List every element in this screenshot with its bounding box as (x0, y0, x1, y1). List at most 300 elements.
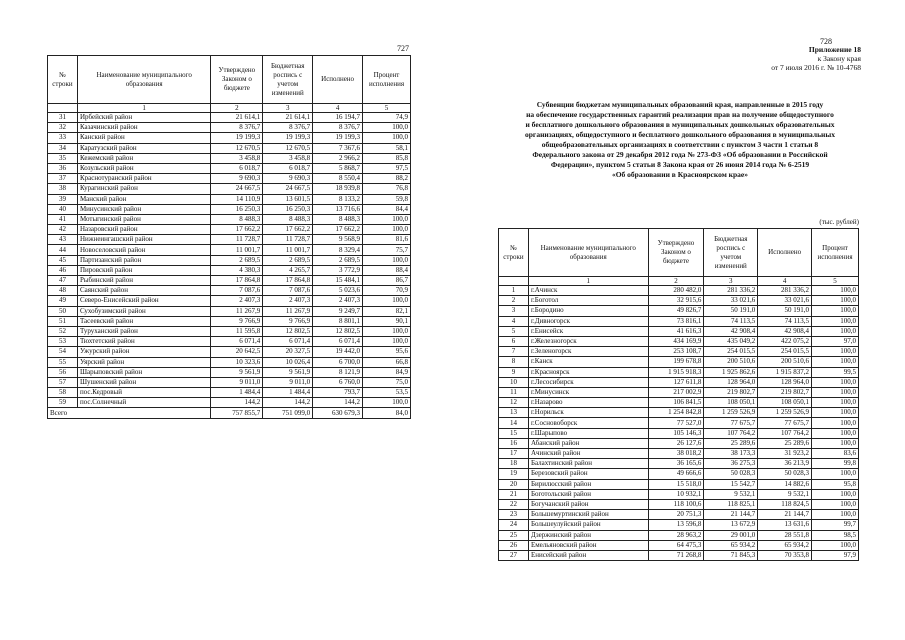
table-row (499, 296, 859, 306)
budget-value: 11 728,7 (263, 235, 313, 245)
municipality-name: г.Железногорск (528, 336, 648, 346)
percent-value: 90,1 (363, 316, 411, 326)
executed-value: 8 121,9 (313, 367, 363, 377)
percent-value: 100,0 (812, 316, 859, 326)
percent-value: 100,0 (812, 326, 859, 336)
approved-value: 253 108,7 (648, 347, 704, 357)
budget-value: 8 488,3 (263, 214, 313, 224)
budget-value: 21 144,7 (704, 510, 758, 520)
budget-value: 65 934,2 (704, 540, 758, 550)
header-approved: Утверждено Законом о бюджете (211, 56, 263, 104)
budget-value: 12 670,5 (263, 143, 313, 153)
row-number: 48 (48, 286, 78, 296)
percent-value: 59,8 (363, 194, 411, 204)
budget-value: 7 087,6 (263, 286, 313, 296)
percent-value: 98,5 (812, 530, 859, 540)
percent-value: 100,0 (363, 225, 411, 235)
municipality-name: Рыбинский район (77, 276, 210, 286)
row-number: 40 (48, 204, 78, 214)
approved-value: 118 100,6 (648, 499, 704, 509)
table-row (48, 296, 411, 306)
executed-value: 6 071,4 (313, 337, 363, 347)
municipality-name: Назаровский район (77, 225, 210, 235)
municipality-name: Богучанский район (528, 499, 648, 509)
municipality-name: Шушенский район (77, 377, 210, 387)
appendix-line: Приложение 18 (808, 45, 861, 54)
executed-value: 9 249,7 (313, 306, 363, 316)
left-page-number: 727 (397, 44, 409, 53)
percent-value: 100,0 (812, 387, 859, 397)
percent-value: 100,0 (812, 540, 859, 550)
approved-value: 32 915,6 (648, 296, 704, 306)
row-number: 16 (499, 438, 529, 448)
executed-value: 2 407,3 (313, 296, 363, 306)
executed-value: 65 934,2 (758, 540, 812, 550)
percent-value: 82,1 (363, 306, 411, 316)
header-municipality: Наименование муниципального образования (77, 56, 210, 104)
percent-value: 88,2 (363, 174, 411, 184)
row-number: 39 (48, 194, 78, 204)
approved-value: 11 595,8 (211, 326, 263, 336)
column-numbers-row (48, 104, 411, 113)
municipality-name: пос.Кедровый (77, 388, 210, 398)
municipality-name: Северо-Енисейский район (77, 296, 210, 306)
budget-value: 20 327,5 (263, 347, 313, 357)
approved-value: 41 616,3 (648, 326, 704, 336)
budget-value: 21 614,1 (263, 113, 313, 123)
column-number: 2 (648, 277, 704, 286)
approved-value: 7 087,6 (211, 286, 263, 296)
municipality-name: г.Шарыпово (528, 428, 648, 438)
municipality-name: Пировский район (77, 265, 210, 275)
column-number: 3 (263, 104, 313, 113)
municipality-name: Саянский район (77, 286, 210, 296)
executed-value: 8 133,2 (313, 194, 363, 204)
budget-value: 38 173,3 (704, 449, 758, 459)
row-number: 2 (499, 296, 529, 306)
budget-value: 12 802,5 (263, 326, 313, 336)
row-number: 37 (48, 174, 78, 184)
executed-value: 8 488,3 (313, 214, 363, 224)
approved-value: 2 407,3 (211, 296, 263, 306)
executed-value: 8 801,1 (313, 316, 363, 326)
row-number: 54 (48, 347, 78, 357)
column-number: 1 (528, 277, 648, 286)
percent-value: 74,9 (363, 113, 411, 123)
percent-value: 100,0 (812, 357, 859, 367)
header-row-number: № строки (499, 229, 529, 277)
table-row (499, 499, 859, 509)
budget-value: 17 864,8 (263, 276, 313, 286)
table-row (48, 143, 411, 153)
title-line: организациях, общедоступного и бесплатного дошкольного образования в муниципальных (525, 130, 835, 139)
percent-value: 97,9 (812, 550, 859, 560)
executed-value: 281 336,2 (758, 286, 812, 296)
approved-value: 15 518,0 (648, 479, 704, 489)
table-row (48, 306, 411, 316)
left-subsidy-table (47, 55, 411, 419)
approved-value: 280 482,0 (648, 286, 704, 296)
total-label: Всего (48, 408, 211, 418)
percent-value: 84,9 (363, 367, 411, 377)
municipality-name: Большеулуйский район (528, 520, 648, 530)
row-number: 12 (499, 398, 529, 408)
percent-value: 85,8 (363, 153, 411, 163)
title-line: Федерации», пунктом 5 статьи 8 Закона края от 26 июня 2014 года № 6-2519 (550, 160, 810, 169)
municipality-name: Ирбейский район (77, 113, 210, 123)
approved-value: 71 268,8 (648, 550, 704, 560)
row-number: 22 (499, 499, 529, 509)
executed-value: 25 289,6 (758, 438, 812, 448)
budget-value: 11 267,9 (263, 306, 313, 316)
budget-value: 219 802,7 (704, 387, 758, 397)
municipality-name: Абанский район (528, 438, 648, 448)
row-number: 33 (48, 133, 78, 143)
row-number: 34 (48, 143, 78, 153)
table-row (499, 357, 859, 367)
approved-value: 16 250,3 (211, 204, 263, 214)
title-line: Федерального закона от 29 декабря 2012 года № 273-ФЗ «Об образовании в Российской (532, 150, 828, 159)
approved-value: 105 146,3 (648, 428, 704, 438)
table-row (48, 225, 411, 235)
approved-value: 12 670,5 (211, 143, 263, 153)
executed-value: 19 442,0 (313, 347, 363, 357)
table-row (48, 123, 411, 133)
budget-value: 3 458,8 (263, 153, 313, 163)
municipality-name: Шарыповский район (77, 367, 210, 377)
municipality-name: пос.Солнечный (77, 398, 210, 408)
table-row (48, 163, 411, 173)
percent-value: 100,0 (812, 469, 859, 479)
budget-value: 29 001,0 (704, 530, 758, 540)
title-line: Субвенции бюджетам муниципальных образований края, направленные в 2015 году (536, 100, 824, 109)
total-row (48, 408, 411, 418)
header-executed: Исполнено (313, 56, 363, 104)
approved-value: 19 199,3 (211, 133, 263, 143)
approved-value: 1 254 842,8 (648, 408, 704, 418)
budget-value: 9 011,0 (263, 377, 313, 387)
approved-value: 21 614,1 (211, 113, 263, 123)
budget-value: 11 001,7 (263, 245, 313, 255)
approved-value: 77 527,0 (648, 418, 704, 428)
approved-value: 49 666,6 (648, 469, 704, 479)
row-number: 42 (48, 225, 78, 235)
municipality-name: Манский район (77, 194, 210, 204)
header-percent: Процент исполнения (363, 56, 411, 104)
percent-value: 97,0 (812, 336, 859, 346)
title-line: общеобразовательных организациях в соответствии с пунктом 3 части 1 статьи 8 (541, 140, 819, 149)
executed-value: 77 675,7 (758, 418, 812, 428)
table-row (499, 286, 859, 296)
municipality-name: Емельяновский район (528, 540, 648, 550)
row-number: 58 (48, 388, 78, 398)
row-number: 27 (499, 550, 529, 560)
table-row (48, 113, 411, 123)
executed-value: 15 484,1 (313, 276, 363, 286)
executed-value: 9 532,1 (758, 489, 812, 499)
percent-value: 100,0 (812, 306, 859, 316)
municipality-name: Уярский район (77, 357, 210, 367)
municipality-name: Мотыгинский район (77, 214, 210, 224)
approved-value: 4 380,3 (211, 265, 263, 275)
percent-value: 53,5 (363, 388, 411, 398)
approved-value: 1 915 918,3 (648, 367, 704, 377)
percent-value: 100,0 (363, 337, 411, 347)
budget-value: 74 113,5 (704, 316, 758, 326)
budget-value: 19 199,3 (263, 133, 313, 143)
approved-value: 64 475,3 (648, 540, 704, 550)
executed-value: 13 631,6 (758, 520, 812, 530)
percent-value: 100,0 (363, 296, 411, 306)
executed-value: 793,7 (313, 388, 363, 398)
percent-value: 100,0 (812, 398, 859, 408)
row-number: 18 (499, 459, 529, 469)
row-number: 17 (499, 449, 529, 459)
budget-value: 107 764,2 (704, 428, 758, 438)
budget-value: 50 028,3 (704, 469, 758, 479)
column-number: 4 (313, 104, 363, 113)
approved-value: 36 165,6 (648, 459, 704, 469)
table-row (499, 316, 859, 326)
table-row (48, 174, 411, 184)
percent-value: 100,0 (363, 398, 411, 408)
approved-value: 49 826,7 (648, 306, 704, 316)
budget-value: 4 265,7 (263, 265, 313, 275)
budget-value: 1 925 862,6 (704, 367, 758, 377)
appendix-note (771, 45, 861, 72)
approved-value: 11 267,9 (211, 306, 263, 316)
right-subsidy-table (498, 228, 859, 561)
row-number: 31 (48, 113, 78, 123)
table-row (48, 276, 411, 286)
executed-value: 108 050,1 (758, 398, 812, 408)
approved-value: 9 561,9 (211, 367, 263, 377)
table-row (499, 489, 859, 499)
municipality-name: Козульский район (77, 163, 210, 173)
executed-value: 2 966,2 (313, 153, 363, 163)
budget-value: 9 561,9 (263, 367, 313, 377)
budget-value: 6 071,4 (263, 337, 313, 347)
table-row (499, 367, 859, 377)
table-row (499, 540, 859, 550)
percent-value: 81,6 (363, 235, 411, 245)
municipality-name: Партизанский район (77, 255, 210, 265)
table-row (48, 286, 411, 296)
row-number: 14 (499, 418, 529, 428)
municipality-name: г.Канск (528, 357, 648, 367)
row-number: 6 (499, 336, 529, 346)
table-row (499, 377, 859, 387)
budget-value: 2 407,3 (263, 296, 313, 306)
municipality-name: г.Боготол (528, 296, 648, 306)
table-row (499, 510, 859, 520)
budget-value: 33 021,6 (704, 296, 758, 306)
municipality-name: Бирилюсский район (528, 479, 648, 489)
table-row (48, 388, 411, 398)
budget-value: 254 015,5 (704, 347, 758, 357)
approved-value: 127 611,8 (648, 377, 704, 387)
executed-value: 9 568,9 (313, 235, 363, 245)
column-number (499, 277, 529, 286)
total-budget: 751 099,0 (263, 408, 313, 418)
percent-value: 100,0 (812, 347, 859, 357)
row-number: 21 (499, 489, 529, 499)
municipality-name: Туруханский район (77, 326, 210, 336)
approved-value: 106 841,5 (648, 398, 704, 408)
table-row (499, 408, 859, 418)
executed-value: 3 772,9 (313, 265, 363, 275)
municipality-name: г.Лесосибирск (528, 377, 648, 387)
row-number: 59 (48, 398, 78, 408)
approved-value: 434 169,9 (648, 336, 704, 346)
approved-value: 11 728,7 (211, 235, 263, 245)
row-number: 24 (499, 520, 529, 530)
approved-value: 8 376,7 (211, 123, 263, 133)
municipality-name: г.Норильск (528, 408, 648, 418)
approved-value: 199 678,8 (648, 357, 704, 367)
column-number: 3 (704, 277, 758, 286)
row-number: 56 (48, 367, 78, 377)
header-budget: Бюджетная роспись с учетом изменений (704, 229, 758, 277)
percent-value: 100,0 (812, 408, 859, 418)
row-number: 57 (48, 377, 78, 387)
municipality-name: Березовский район (528, 469, 648, 479)
row-number: 25 (499, 530, 529, 540)
approved-value: 1 484,4 (211, 388, 263, 398)
budget-value: 200 510,6 (704, 357, 758, 367)
approved-value: 20 751,3 (648, 510, 704, 520)
executed-value: 219 802,7 (758, 387, 812, 397)
percent-value: 100,0 (812, 377, 859, 387)
percent-value: 95,6 (363, 347, 411, 357)
table-row (499, 469, 859, 479)
executed-value: 128 964,0 (758, 377, 812, 387)
percent-value: 70,9 (363, 286, 411, 296)
table-row (48, 184, 411, 194)
percent-value: 99,8 (812, 459, 859, 469)
table-row (48, 326, 411, 336)
executed-value: 42 908,4 (758, 326, 812, 336)
column-number: 2 (211, 104, 263, 113)
budget-value: 17 662,2 (263, 225, 313, 235)
table-row (48, 204, 411, 214)
row-number: 20 (499, 479, 529, 489)
percent-value: 58,1 (363, 143, 411, 153)
approved-value: 10 323,6 (211, 357, 263, 367)
row-number: 32 (48, 123, 78, 133)
approved-value: 9 766,9 (211, 316, 263, 326)
column-number: 1 (77, 104, 210, 113)
row-number: 55 (48, 357, 78, 367)
executed-value: 8 376,7 (313, 123, 363, 133)
budget-value: 25 289,6 (704, 438, 758, 448)
table-row (499, 306, 859, 316)
percent-value: 66,8 (363, 357, 411, 367)
municipality-name: г.Дивногорск (528, 316, 648, 326)
approved-value: 14 110,9 (211, 194, 263, 204)
column-numbers-row (499, 277, 859, 286)
budget-value: 71 845,3 (704, 550, 758, 560)
executed-value: 74 113,5 (758, 316, 812, 326)
table-row (499, 520, 859, 530)
percent-value: 100,0 (812, 510, 859, 520)
table-row (499, 418, 859, 428)
table-row (48, 367, 411, 377)
row-number: 47 (48, 276, 78, 286)
appendix-line: к Закону края (817, 54, 861, 63)
header-budget: Бюджетная роспись с учетом изменений (263, 56, 313, 104)
executed-value: 6 700,0 (313, 357, 363, 367)
appendix-line: от 7 июля 2016 г. № 10-4768 (771, 63, 861, 72)
table-row (48, 337, 411, 347)
table-row (499, 449, 859, 459)
executed-value: 31 923,2 (758, 449, 812, 459)
header-approved: Утверждено Законом о бюджете (648, 229, 704, 277)
budget-value: 1 484,4 (263, 388, 313, 398)
budget-value: 50 191,0 (704, 306, 758, 316)
document-title (490, 100, 870, 180)
budget-value: 9 532,1 (704, 489, 758, 499)
executed-value: 13 716,6 (313, 204, 363, 214)
percent-value: 100,0 (363, 214, 411, 224)
row-number: 43 (48, 235, 78, 245)
percent-value: 100,0 (812, 418, 859, 428)
executed-value: 254 015,5 (758, 347, 812, 357)
percent-value: 100,0 (812, 499, 859, 509)
row-number: 35 (48, 153, 78, 163)
approved-value: 17 864,8 (211, 276, 263, 286)
row-number: 15 (499, 428, 529, 438)
executed-value: 422 075,2 (758, 336, 812, 346)
table-row (48, 357, 411, 367)
header-percent: Процент исполнения (812, 229, 859, 277)
municipality-name: Новоселовский район (77, 245, 210, 255)
table-row (499, 326, 859, 336)
percent-value: 100,0 (812, 428, 859, 438)
executed-value: 17 662,2 (313, 225, 363, 235)
row-number: 3 (499, 306, 529, 316)
row-number: 50 (48, 306, 78, 316)
total-approved: 757 855,7 (211, 408, 263, 418)
percent-value: 76,8 (363, 184, 411, 194)
header-municipality: Наименование муниципального образования (528, 229, 648, 277)
executed-value: 7 367,6 (313, 143, 363, 153)
table-row (48, 347, 411, 357)
row-number: 23 (499, 510, 529, 520)
percent-value: 100,0 (812, 296, 859, 306)
row-number: 5 (499, 326, 529, 336)
municipality-name: г.Назарово (528, 398, 648, 408)
approved-value: 28 963,2 (648, 530, 704, 540)
title-line: «Об образовании в Красноярском крае» (611, 170, 749, 179)
executed-value: 36 213,9 (758, 459, 812, 469)
table-row (499, 387, 859, 397)
row-number: 52 (48, 326, 78, 336)
budget-value: 13 601,5 (263, 194, 313, 204)
municipality-name: Краснотуранский район (77, 174, 210, 184)
municipality-name: Курагинский район (77, 184, 210, 194)
approved-value: 38 018,2 (648, 449, 704, 459)
budget-value: 281 336,2 (704, 286, 758, 296)
executed-value: 21 144,7 (758, 510, 812, 520)
title-line: и бесплатного дошкольного образования в муниципальных дошкольных образовательных (525, 120, 835, 129)
percent-value: 100,0 (812, 489, 859, 499)
right-page-number: 728 (820, 37, 832, 46)
budget-value: 435 049,2 (704, 336, 758, 346)
municipality-name: Енисейский район (528, 550, 648, 560)
table-row (48, 255, 411, 265)
units-label: (тыс. рублей) (819, 218, 859, 226)
